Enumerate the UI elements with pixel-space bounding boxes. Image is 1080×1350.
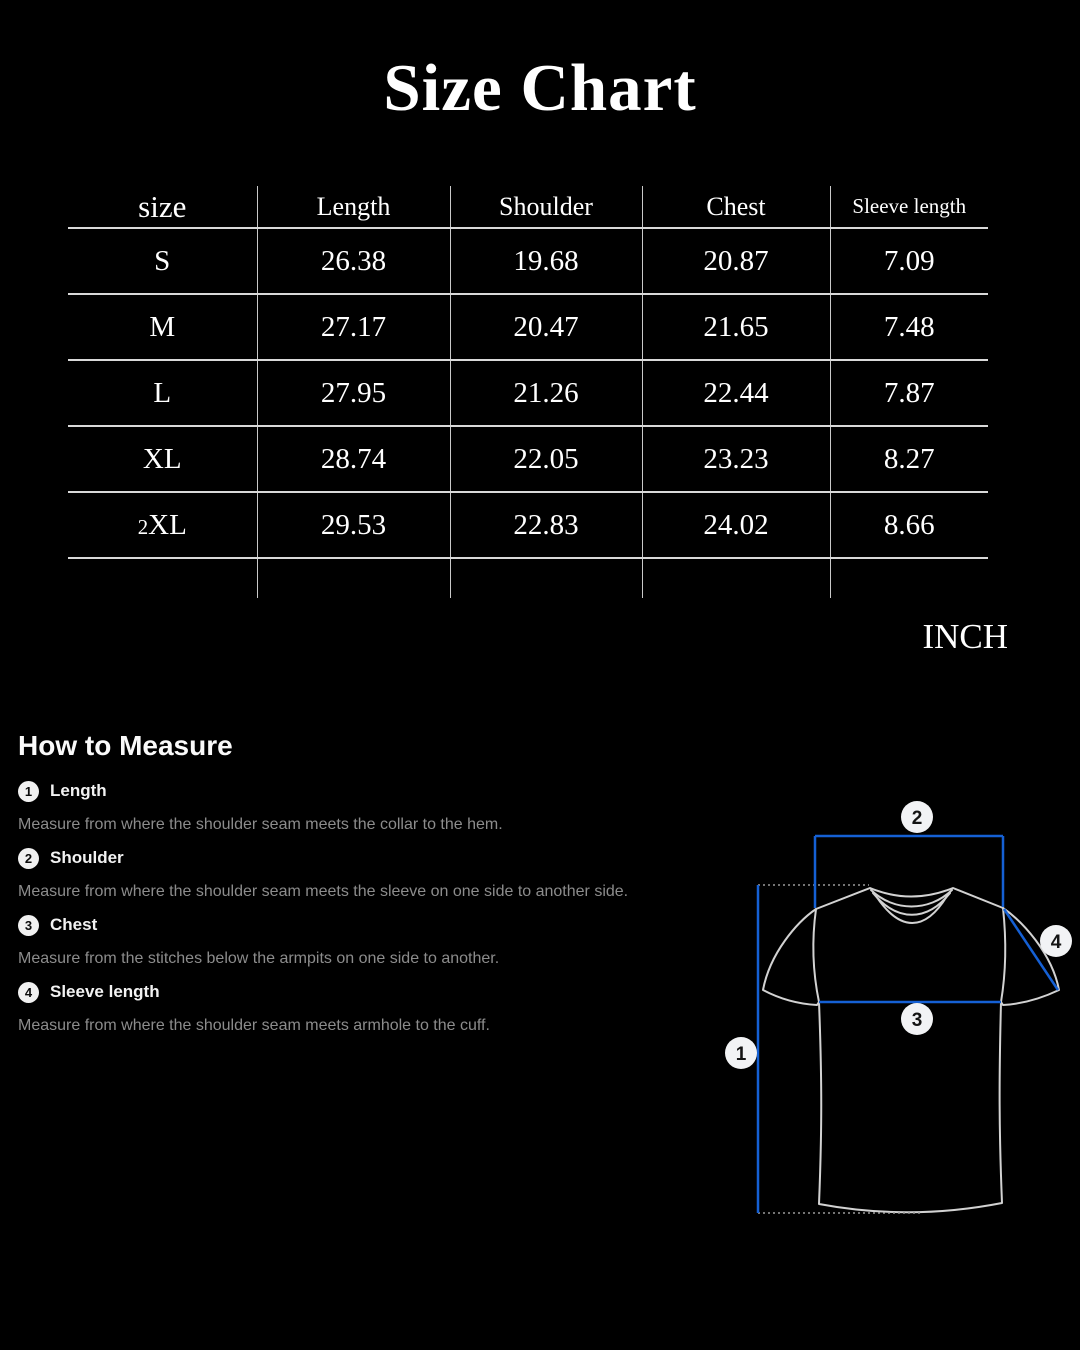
value-cell: 7.48	[830, 294, 988, 360]
tshirt-outline	[763, 888, 1059, 1212]
value-cell: 27.17	[257, 294, 450, 360]
value-cell: 23.23	[642, 426, 830, 492]
table-row-s	[68, 228, 988, 294]
column-header-sleeve-length: Sleeve length	[830, 186, 988, 228]
marker-chest	[901, 1003, 933, 1035]
number-badge-1: 1	[18, 781, 39, 802]
column-header-shoulder: Shoulder	[450, 186, 642, 228]
value-cell: 8.27	[830, 426, 988, 492]
measure-item-description: Measure from where the shoulder seam meets the collar to the hem.	[18, 815, 503, 833]
column-header-chest: Chest	[642, 186, 830, 228]
measure-item-description: Measure from the stitches below the armpits on one side to another.	[18, 949, 500, 967]
marker-shoulder	[901, 801, 933, 833]
value-cell: 24.02	[642, 492, 830, 558]
marker-number-4: 4	[1050, 932, 1062, 953]
marker-length	[725, 1037, 757, 1069]
size-cell: 2XL	[68, 492, 257, 558]
size-chart-table	[68, 186, 988, 598]
value-cell: 26.38	[257, 228, 450, 294]
number-badge-2: 2	[18, 848, 39, 869]
size-cell: M	[68, 294, 257, 360]
measure-item-label: Chest	[50, 915, 98, 934]
table-header-row	[68, 186, 988, 228]
measure-item-description: Measure from where the shoulder seam meets the sleeve on one side to another side.	[18, 882, 629, 900]
measure-item-label: Shoulder	[50, 848, 124, 867]
value-cell: 19.68	[450, 228, 642, 294]
marker-number-1: 1	[735, 1044, 747, 1065]
table-row-m	[68, 294, 988, 360]
value-cell: 21.26	[450, 360, 642, 426]
value-cell: 28.74	[257, 426, 450, 492]
column-header-length: Length	[257, 186, 450, 228]
measure-item-chest	[18, 908, 708, 975]
number-badge-3: 3	[18, 915, 39, 936]
marker-sleeve-length	[1040, 925, 1072, 957]
size-cell: XL	[68, 426, 257, 492]
measure-item-description: Measure from where the shoulder seam meets armhole to the cuff.	[18, 1016, 490, 1034]
measure-item-label: Sleeve length	[50, 982, 160, 1001]
measure-item-shoulder	[18, 841, 708, 908]
value-cell: 20.87	[642, 228, 830, 294]
value-cell: 7.87	[830, 360, 988, 426]
measure-item-length	[18, 774, 708, 841]
size-chart-section	[68, 186, 988, 598]
value-cell: 27.95	[257, 360, 450, 426]
sleeve-seam-left	[813, 909, 819, 1002]
value-cell: 20.47	[450, 294, 642, 360]
tshirt-measure-diagram	[710, 780, 1080, 1250]
value-cell: 29.53	[257, 492, 450, 558]
value-cell: 8.66	[830, 492, 988, 558]
size-cell: S	[68, 228, 257, 294]
table-extension-row	[68, 558, 988, 598]
measure-item-label: Length	[50, 781, 107, 800]
measure-item-sleeve-length	[18, 975, 708, 1042]
marker-number-3: 3	[911, 1010, 923, 1031]
value-cell: 7.09	[830, 228, 988, 294]
value-cell: 22.44	[642, 360, 830, 426]
page-title: Size Chart	[383, 51, 697, 125]
value-cell: 21.65	[642, 294, 830, 360]
table-row-2xl	[68, 492, 988, 558]
how-to-measure-heading: How to Measure	[18, 730, 233, 761]
how-to-measure-section	[18, 726, 708, 1042]
table-row-l	[68, 360, 988, 426]
column-header-size: size	[68, 186, 257, 228]
size-cell: L	[68, 360, 257, 426]
collar-lines	[871, 890, 952, 923]
sleeve-seam-right	[1001, 908, 1005, 1002]
value-cell: 22.05	[450, 426, 642, 492]
number-badge-4: 4	[18, 982, 39, 1003]
unit-label: INCH	[922, 617, 1008, 656]
table-row-xl	[68, 426, 988, 492]
value-cell: 22.83	[450, 492, 642, 558]
marker-number-2: 2	[911, 808, 923, 829]
